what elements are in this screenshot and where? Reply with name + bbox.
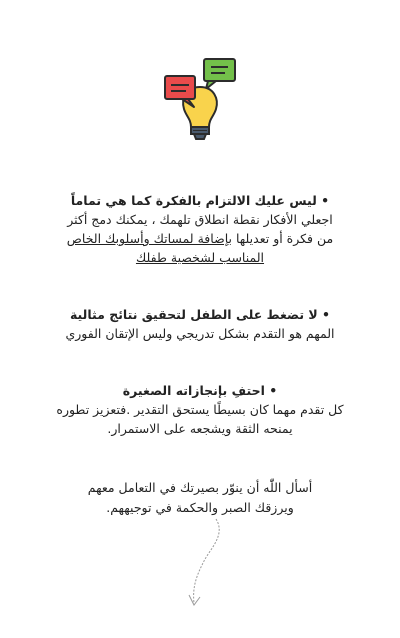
tip-section-1: [30, 192, 370, 267]
closing-prayer: [30, 478, 370, 518]
prayer-line: أسأل اللّٰه أن ينوّر بصيرتك في التعامل معهم: [87, 480, 313, 495]
tip-text-line: يمنحه الثقة ويشجعه على الاستمرار.: [107, 421, 293, 436]
curved-arrow-down-icon: [180, 515, 230, 615]
tip-heading: • احتفِ بإنجازاته الصغيرة: [122, 383, 278, 398]
tip-heading: • لا تضغط على الطفل لتحقيق نتائج مثالية: [69, 307, 331, 322]
lightbulb-chat-icon: [160, 55, 242, 147]
tip-text-plain: من فكرة أو تعديلها: [231, 231, 334, 246]
tip-section-3: [30, 382, 370, 438]
tip-text-line: اجعلي الأفكار نقطة انطلاق تلهمك ، يمكنك دمج أكثر: [67, 212, 333, 227]
tip-text-underlined: بإضافة لمساتك وأسلوبك الخاص: [66, 231, 232, 246]
tip-text-line: كل تقدم مهما كان بسيطًا يستحق التقدير .فتعزيز تطوره: [56, 402, 344, 417]
green-chat-bubble-icon: [204, 59, 235, 89]
tip-text-line: المهم هو التقدم بشكل تدريجي وليس الإتقان الفوري: [65, 326, 335, 341]
tip-text-line: [30, 229, 370, 248]
tip-text-underlined: المناسب لشخصية طفلك: [135, 250, 265, 265]
tip-heading: • ليس عليك الالتزام بالفكرة كما هي تماماً: [70, 193, 330, 208]
red-chat-bubble-icon: [165, 76, 195, 107]
tip-section-2: [30, 306, 370, 343]
prayer-line: ويرزقك الصبر والحكمة في توجيههم.: [106, 500, 294, 515]
tip-text-line: [30, 248, 370, 267]
